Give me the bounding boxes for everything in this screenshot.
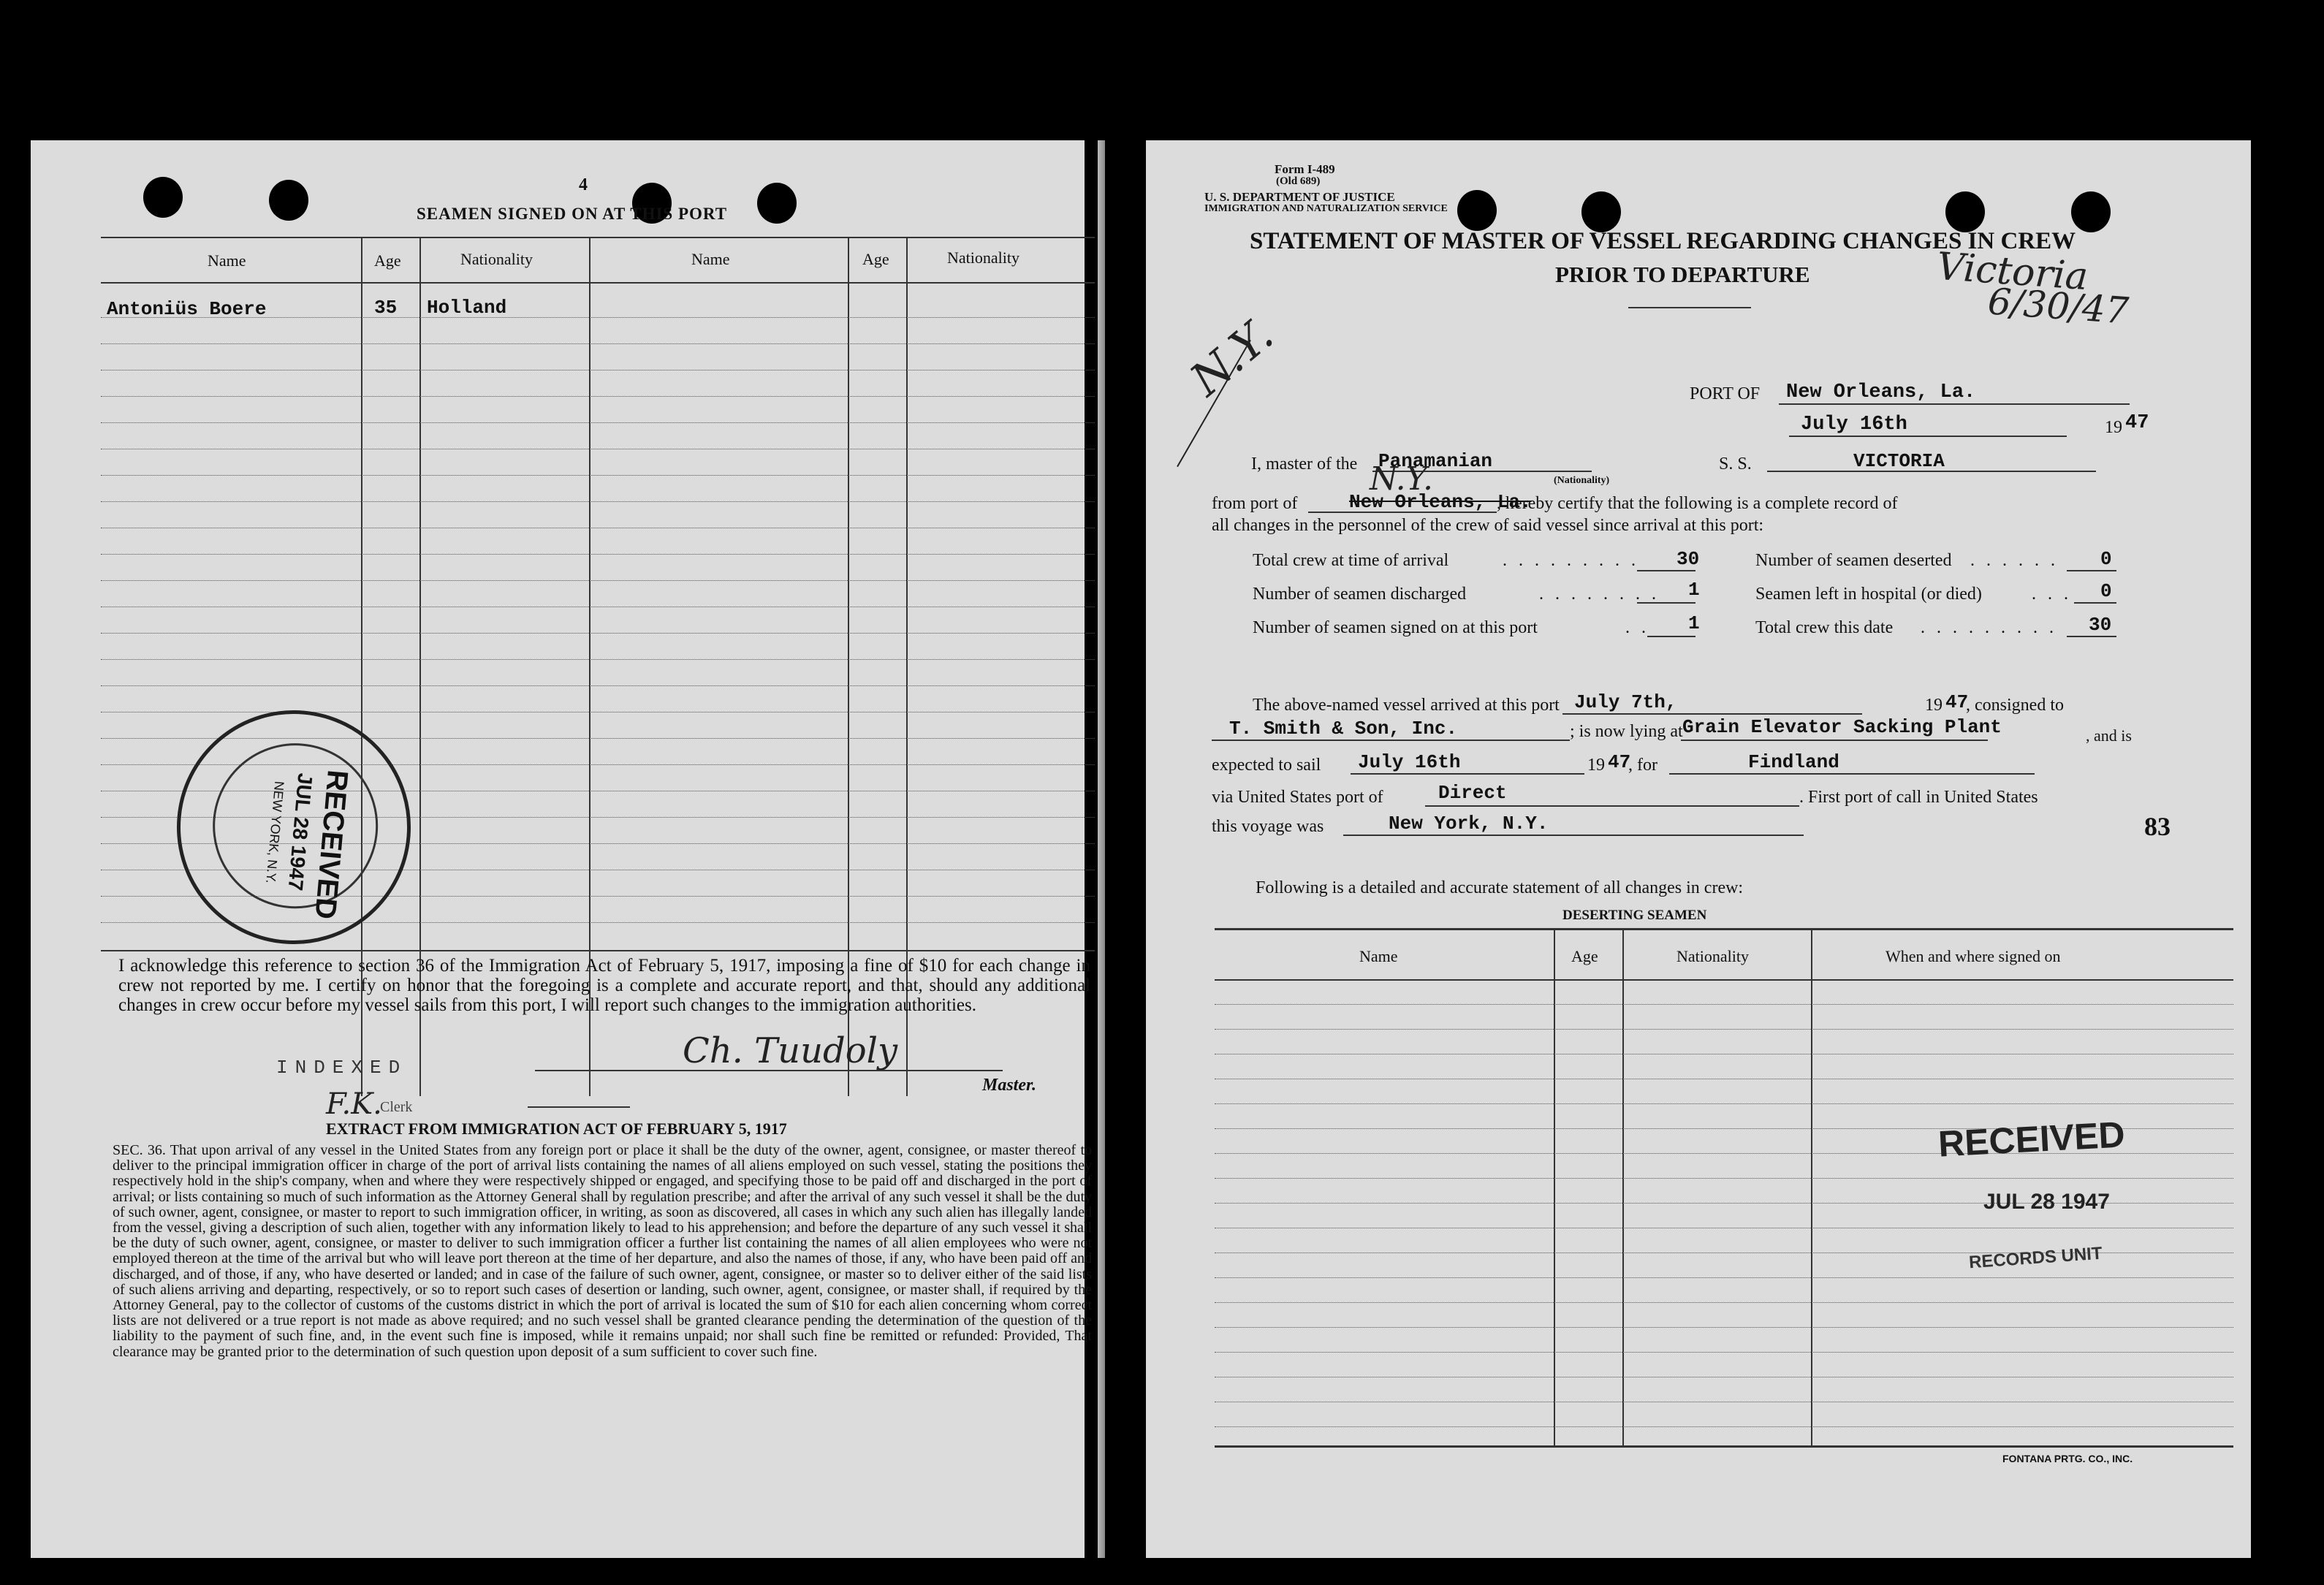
right-page: Form I-489 (Old 689) U. S. DEPARTMENT OF JUSTICE IMMIGRATION AND NATURALIZATION SERVICE STATEMENT OF MASTER OF VESSEL REGARDING CHANGES IN CREW PRIOR TO DEPARTURE Victoria 6/30/47 N.Y. PORT OF New Orleans, La. July 16th 19 47 I, master of the Panamanian (Nationality) S. S. VICTORIA from port of New Orleans, La. N.Y. , hereby certify that the following is a complete record of all changes in the personnel of the crew of said vessel since arrival at this port: Total crew at time of arrival . . . . . . . . . 30 Number of seamen discharged . . . . . . . . 1 Number of seamen signed on at this port . . 1 Number of seamen deserted . . . . . . 0 Seamen left in hospital (or died) . . . 0 Total crew this date . . . . . . . . . 30 The above-named vessel arrived at this port July 7th, 19 47 , consigned to T. Smith & Son, Inc. ; is now lying at Grain Elevator Sacking Plant , and is expected to sail July 16th 19 47 , for Findland via United States port of Direct . First port of call in United States this voyage was New York, N.Y. 83 Following is a detailed and accurate statement of all changes in crew: DESERTING SEAMEN Name Age Nationality When and where signed on RECEIVED JUL 28 1947 RECORDS UNIT FONTANA PRTG. CO., INC. — [1146, 140, 2251, 1558]
table-row-line — [1215, 1352, 2233, 1353]
column-header-nationality: Nationality — [947, 248, 1019, 267]
total-crew-date-label: Total crew this date — [1755, 618, 1894, 637]
seamen-discharged-label: Number of seamen discharged — [1253, 585, 1467, 604]
extract-title: EXTRACT FROM IMMIGRATION ACT OF FEBRUARY 5, 1917 — [326, 1120, 787, 1138]
seaman-nationality: Holland — [427, 297, 507, 319]
port-label: PORT OF — [1690, 384, 1761, 403]
via-label: via United States port of — [1212, 788, 1383, 807]
master-of-label: I, master of the — [1251, 455, 1358, 474]
lying-label: ; is now lying at — [1570, 722, 1683, 741]
from-port-value: New Orleans, La. — [1349, 491, 1532, 513]
sail-year: 47 — [1608, 751, 1631, 773]
records-unit-stamp: RECORDS UNIT — [1968, 1243, 2103, 1273]
table-row-line — [1215, 1277, 2233, 1278]
nationality-caption: (Nationality) — [1554, 475, 1610, 486]
clerk-initials: F.K. — [326, 1087, 382, 1121]
form-title: STATEMENT OF MASTER OF VESSEL REGARDING CHANGES IN CREW — [1250, 228, 2076, 254]
master-signature: Ch. Tuudoly — [683, 1030, 898, 1071]
total-crew-arrival-label: Total crew at time of arrival — [1253, 551, 1449, 570]
handwritten-date: 6/30/47 — [1986, 280, 2130, 332]
deserting-header-name: Name — [1359, 947, 1398, 965]
from-port-label: from port of — [1212, 494, 1298, 513]
column-header-name: Name — [208, 251, 246, 270]
seamen-deserted: 0 — [2100, 548, 2112, 570]
vessel-name: VICTORIA — [1853, 450, 1945, 472]
deserting-header-when-where: When and where signed on — [1886, 947, 2061, 965]
expected-label: expected to sail — [1212, 756, 1321, 775]
indexed-stamp: INDEXED — [276, 1057, 408, 1079]
form-number: Form I-489 — [1275, 162, 1335, 176]
table-row-line — [101, 422, 1095, 423]
deserting-header-nationality: Nationality — [1676, 947, 1749, 965]
lying-at: Grain Elevator Sacking Plant — [1682, 716, 2002, 738]
seamen-signed-on: 1 — [1688, 612, 1700, 634]
handwritten-ship: Victoria — [1935, 244, 2089, 300]
table-row-line — [101, 475, 1095, 476]
column-header-nationality: Nationality — [460, 250, 533, 268]
year-prefix: 19 — [2105, 418, 2122, 437]
punch-hole — [269, 180, 308, 221]
table-row-line — [1215, 1302, 2233, 1303]
form-subtitle: PRIOR TO DEPARTURE — [1555, 262, 1810, 287]
voyage-label: this voyage was — [1212, 817, 1324, 836]
form-old-number: (Old 689) — [1276, 175, 1321, 187]
certify-text: , hereby certify that the following is a complete record of — [1497, 494, 1898, 513]
table-row-line — [101, 396, 1095, 397]
certify-text-2: all changes in the personnel of the crew of said vessel since arrival at this port: — [1212, 516, 1764, 535]
clerk-label: Clerk — [380, 1099, 413, 1115]
received-stamp-date: JUL 28 1947 — [1983, 1190, 2110, 1214]
extract-text: SEC. 36. That upon arrival of any vessel in the United States from any foreign port or place it shall be the duty of the owner, agent, consignee, or master thereof to deliver to the principal immigration officer in charge of the port of arrival lists containing the names of all aliens employed on such vessel, stating the positions they respectively hold in the ship's company, when and where they were respectively shipped or engaged, and specifying those to be paid off and discharged in the port of arrival; or lists containing so much of such information as the Attorney General shall by regulation prescribe; and after the arrival of any such vessel it shall be the duty of such owner, agent, consignee, or master to report to such immigration officer, in writing, as soon as discovered, all cases in which any such alien has illegally landed from the vessel, giving a description of such alien, together with any information likely to lead to his apprehension; and before the departure of any such vessel it shall be the duty of such owner, agent, consignee, or master to deliver to such immigration officer a further list containing the names of all alien employees who were not employed thereon at the time of the arrival but who will leave port thereon at the time of her departure, and also the names of those, if any, who have been paid off and discharged, and of those, if any, who have deserted or landed; and in case of the failure of such owner, agent, consignee, or master so to deliver either of the said lists of such aliens arriving and departing, respectively, or so to report such cases of desertion or landing, such owner, agent, consignee, or master shall, if required by the Attorney General, pay to the collector of customs of the customs district in which the port of arrival is located the sum of $10 for each alien concerning whom correct lists are not delivered or a true report is not made as above required; and no such vessel shall be granted clearance pending the determination of the question of the liability to the payment of such fine, and, in the event such fine is imposed, while it remains unpaid; nor shall such fine be remitted or refunded: Provided, That clearance may be granted prior to the determination of such question upon deposit of a sum sufficient to cover such fine. — [113, 1142, 1092, 1360]
punch-hole — [1945, 191, 1985, 232]
department: U. S. DEPARTMENT OF JUSTICE — [1204, 190, 1395, 204]
port-value: New Orleans, La. — [1786, 381, 1976, 403]
sail-date: July 16th — [1358, 751, 1461, 773]
acknowledgement-text: I acknowledge this reference to section 36 of the Immigration Act of February 5, 1917, imposing a fine of $10 for each change in crew not reported by me. I certify on honor that the foregoing is a complete and accurate report, and that, should any additional changes in crew occur before my vessel sails from this port, I will report such changes to the immigration authorities. — [118, 956, 1090, 1015]
seamen-deserted-label: Number of seamen deserted — [1755, 551, 1952, 570]
total-crew-date: 30 — [2089, 614, 2112, 636]
table-row-line — [101, 501, 1095, 502]
table-row-line — [1215, 1103, 2233, 1104]
punch-hole — [1581, 191, 1621, 232]
table-row-line — [1215, 1327, 2233, 1328]
year-suffix: 47 — [2125, 412, 2149, 434]
page-number: 4 — [579, 175, 588, 194]
consignee: T. Smith & Son, Inc. — [1229, 718, 1458, 740]
printer-credit: FONTANA PRTG. CO., INC. — [2002, 1453, 2133, 1464]
left-page — [31, 140, 1092, 1558]
table-row-line — [1215, 1004, 2233, 1005]
table-row-line — [101, 343, 1095, 344]
handwritten-margin: N.Y. — [1180, 308, 1283, 406]
punch-hole — [2071, 191, 2111, 232]
and-is: , and is — [2086, 726, 2132, 745]
page-title: SEAMEN SIGNED ON AT THIS PORT — [417, 205, 728, 223]
table-row-line — [101, 659, 1095, 660]
seamen-discharged: 1 — [1688, 579, 1700, 601]
for-label: , for — [1628, 756, 1657, 775]
punch-hole — [143, 177, 183, 218]
voyage-port: New York, N.Y. — [1389, 813, 1549, 835]
table-row-line — [1215, 1178, 2233, 1179]
master-label: Master. — [982, 1076, 1037, 1095]
received-round-stamp: RECEIVED JUL 28 1947 NEW YORK, N.Y. — [167, 701, 421, 954]
seaman-age: 35 — [374, 297, 398, 319]
table-row-line — [1215, 1029, 2233, 1030]
received-stamp: RECEIVED — [1937, 1114, 2126, 1165]
service: IMMIGRATION AND NATURALIZATION SERVICE — [1204, 203, 1448, 214]
from-port-handwritten: N.Y. — [1370, 460, 1434, 498]
reference-number: 83 — [2144, 812, 2171, 841]
deserting-header-age: Age — [1571, 947, 1598, 965]
arrived-label: The above-named vessel arrived at this port — [1253, 696, 1560, 715]
table-row-line — [101, 580, 1095, 581]
arrived-year: 47 — [1945, 691, 1969, 713]
arrived-date: July 7th, — [1574, 691, 1677, 713]
via-port: Direct — [1438, 782, 1507, 804]
punch-hole — [757, 183, 797, 224]
nationality-value: Panamanian — [1378, 450, 1493, 472]
ss-label: S. S. — [1719, 455, 1752, 474]
total-crew-arrival: 30 — [1676, 548, 1700, 570]
first-port-label: . First port of call in United States — [1799, 788, 2038, 807]
table-row-line — [1215, 1426, 2233, 1427]
following-text: Following is a detailed and accurate statement of all changes in crew: — [1256, 878, 1744, 897]
column-header-name: Name — [691, 250, 730, 268]
destination: Findland — [1748, 751, 1839, 773]
consigned-label: , consigned to — [1966, 696, 2064, 715]
table-row-line — [101, 685, 1095, 686]
table-row-line — [101, 633, 1095, 634]
deserting-title: DESERTING SEAMEN — [1562, 908, 1707, 923]
table-row-line — [101, 554, 1095, 555]
column-header-age: Age — [374, 251, 401, 270]
punch-hole — [1457, 190, 1497, 231]
seaman-name: Antoniüs Boere — [107, 298, 267, 320]
date-value: July 16th — [1801, 414, 1907, 436]
seamen-signed-on-label: Number of seamen signed on at this port — [1253, 618, 1538, 637]
seamen-hospital-label: Seamen left in hospital (or died) — [1755, 585, 1982, 604]
column-header-age: Age — [862, 250, 889, 268]
seamen-hospital: 0 — [2100, 580, 2112, 602]
